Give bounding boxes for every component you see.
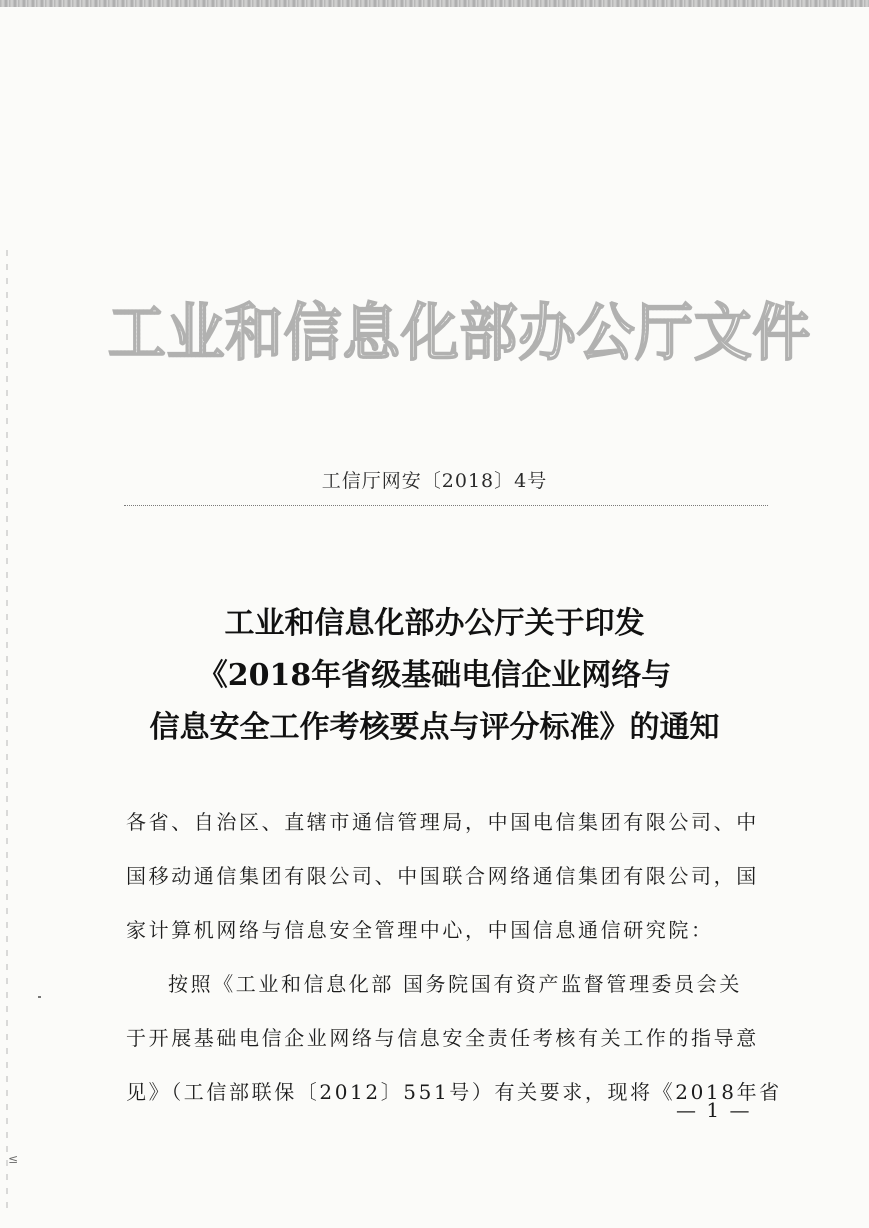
page-number: — 1 — — [676, 1098, 752, 1122]
letterhead-title: 工业和信息化部办公厅文件 — [108, 288, 722, 378]
body-line-1: 按照《工业和信息化部 国务院国有资产监督管理委员会关 — [168, 972, 742, 996]
document-body — [126, 795, 782, 1119]
scan-mark: ≤ — [8, 1152, 19, 1166]
scan-speck — [38, 996, 41, 998]
document-title — [0, 598, 869, 754]
addressee-line-1: 各省、自治区、直辖市通信管理局，中国电信集团有限公司、中 — [126, 810, 759, 834]
body-line-3: 见》（工信部联保〔2012〕551号）有关要求，现将《2018年省 — [126, 1080, 782, 1104]
title-line-1: 工业和信息化部办公厅关于印发 — [224, 606, 645, 641]
addressee-line-2: 国移动通信集团有限公司、中国联合网络通信集团有限公司，国 — [126, 864, 759, 888]
body-line-2: 于开展基础电信企业网络与信息安全责任考核有关工作的指导意 — [126, 1026, 759, 1050]
addressee-line-3: 家计算机网络与信息安全管理中心，中国信息通信研究院： — [126, 918, 714, 942]
title-line-3: 信息安全工作考核要点与评分标准》的通知 — [149, 710, 720, 745]
document-number: 工信厅网安〔2018〕4号 — [321, 470, 548, 492]
header-separator — [124, 505, 768, 506]
scan-edge-top — [0, 0, 869, 7]
title-line-2: 《2018年省级基础电信企业网络与 — [197, 658, 672, 693]
